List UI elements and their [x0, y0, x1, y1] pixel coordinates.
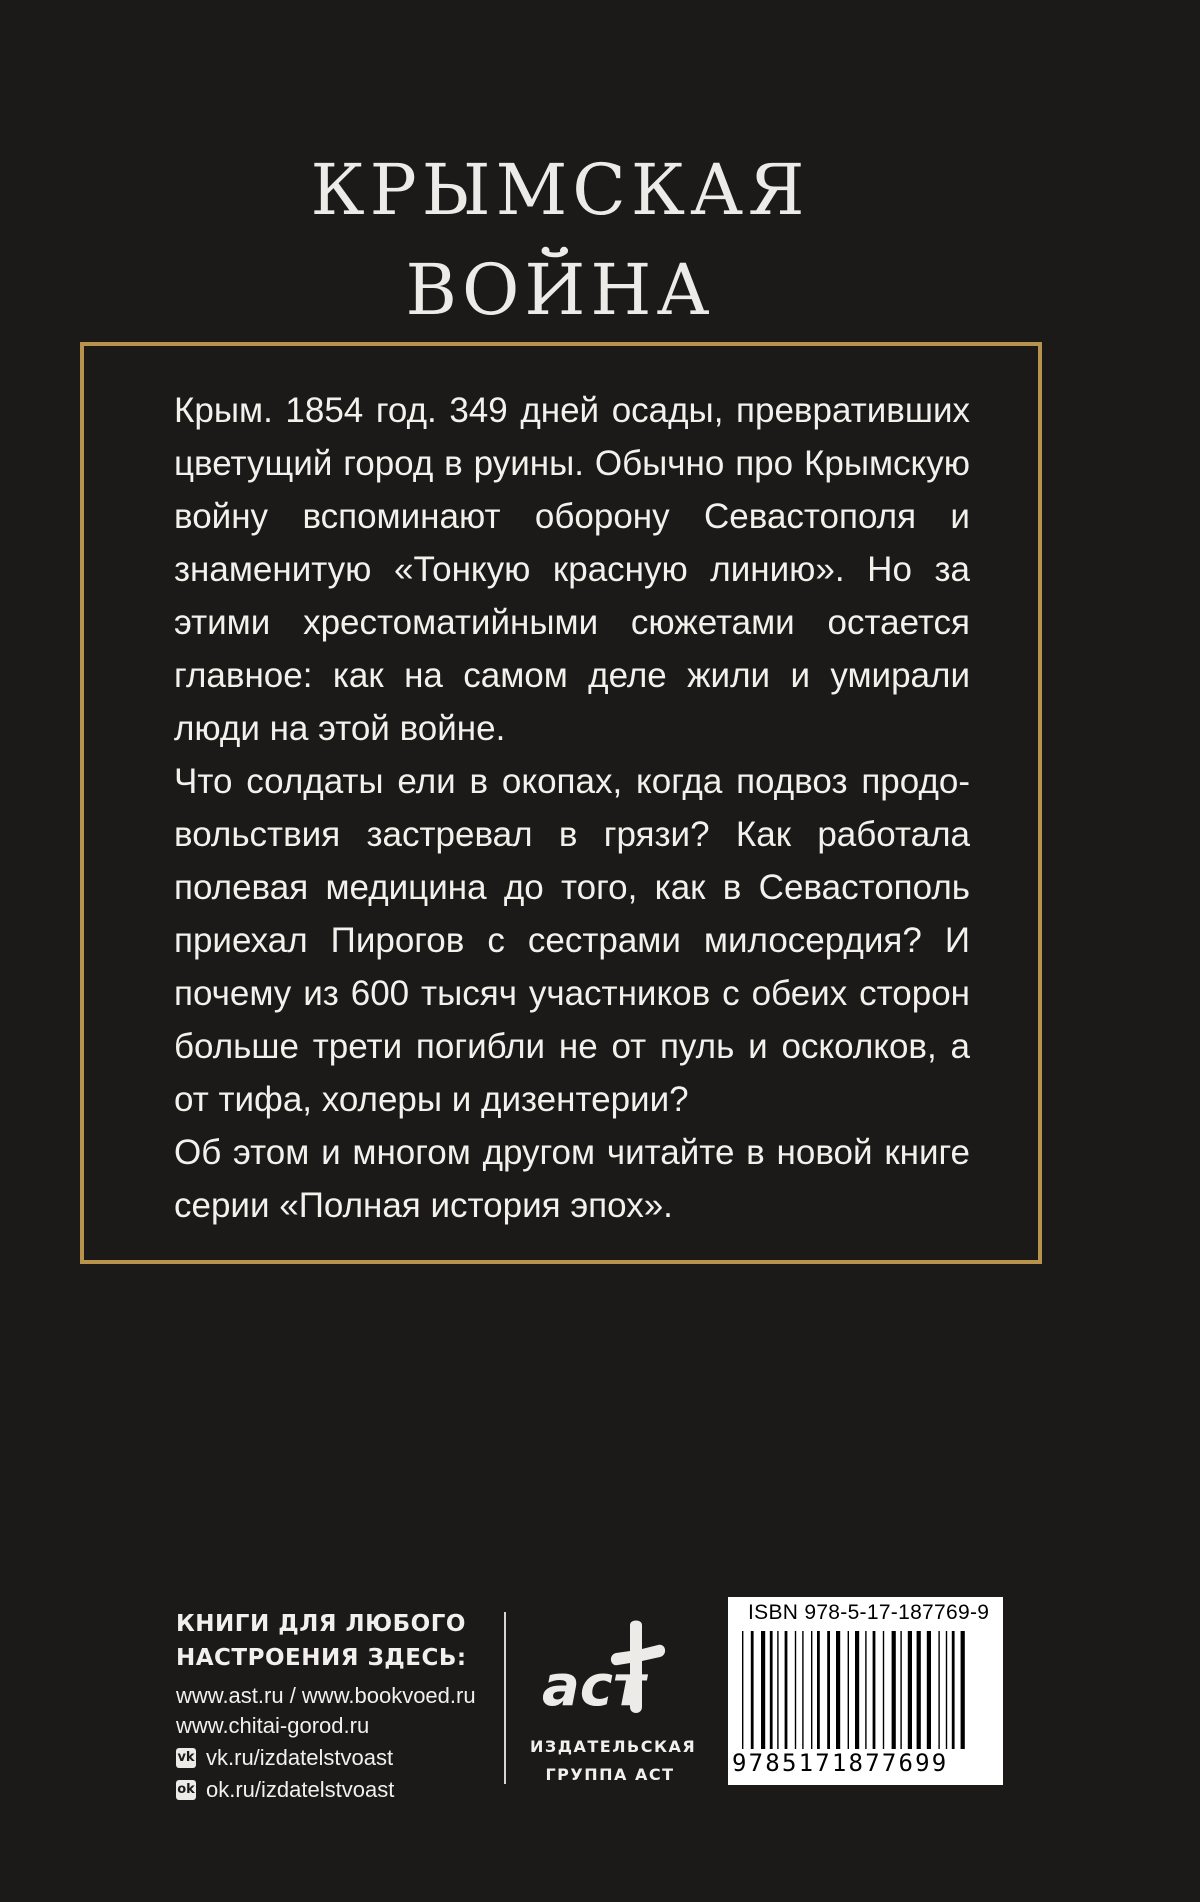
vk-link-row — [176, 1743, 496, 1773]
barcode-bar — [892, 1631, 896, 1749]
barcode-bar — [836, 1631, 840, 1749]
barcode-bar — [811, 1631, 812, 1749]
odnoklassniki-icon: ok — [176, 1780, 196, 1800]
blurb-text — [174, 384, 970, 1232]
divider — [504, 1612, 506, 1784]
title-line-1: КРЫМСКАЯ — [310, 149, 810, 231]
vk-link: vk.ru/izdatelstvoast — [206, 1745, 394, 1770]
store-links-1: www.ast.ru / www.bookvoed.ru — [176, 1683, 476, 1708]
barcode-bar — [827, 1631, 830, 1749]
publisher-logo — [530, 1615, 697, 1795]
vk-icon: vk — [176, 1748, 196, 1768]
barcode-bar — [802, 1631, 803, 1749]
store-heading: КНИГИ ДЛЯ ЛЮБОГО НАСТРОЕНИЯ ЗДЕСЬ: — [176, 1611, 467, 1671]
barcode-bar — [770, 1631, 773, 1749]
book-title — [0, 140, 1120, 340]
isbn-label: ISBN 978-5-17-187769-9 — [748, 1601, 990, 1624]
ast-logo-icon — [534, 1615, 686, 1727]
publisher-caption: ИЗДАТЕЛЬСКАЯ ГРУППА АСТ — [530, 1737, 697, 1784]
barcode-bar — [865, 1631, 866, 1749]
ok-link: ok.ru/izdatelstvoast — [206, 1777, 395, 1802]
barcode-bar — [883, 1631, 884, 1749]
store-links-2: www.chitai-gorod.ru — [176, 1713, 370, 1738]
barcode-bar — [751, 1631, 754, 1749]
ok-link-row — [176, 1775, 496, 1805]
barcode-bar — [777, 1631, 778, 1749]
barcode-bar — [795, 1631, 796, 1749]
isbn-barcode — [728, 1597, 1003, 1785]
blurb-paragraph: Об этом и многом другом читайте в новой книге серии «Полная история эпох». — [174, 1133, 970, 1225]
barcode-bar — [817, 1631, 820, 1749]
barcode-bars — [740, 1631, 991, 1751]
barcode-bar — [855, 1631, 859, 1749]
barcode-bar — [961, 1631, 965, 1749]
barcode-bar — [742, 1631, 743, 1749]
barcode-bar — [785, 1631, 788, 1749]
logo-letters: аст — [542, 1654, 646, 1719]
barcode-bar — [761, 1631, 765, 1749]
barcode-bar — [873, 1631, 876, 1749]
barcode-bar — [900, 1631, 901, 1749]
barcode-bar — [946, 1631, 947, 1749]
barcode-bar — [952, 1631, 955, 1749]
barcode-bar — [848, 1631, 849, 1749]
blurb-paragraph: Крым. 1854 год. 349 дней осады, превративших цветущий город в руины. Обычно про Крымскую войну вспоминают оборону Севастополя и знаменитую «Тонкую красную линию». Но за этими хрестоматийными сюжетами остается главное: как на самом деле жили и умирали люди на этой войне. — [174, 391, 970, 748]
title-line-2: ВОЙНА — [405, 249, 715, 331]
barcode-digits: 9785171877699 — [732, 1749, 949, 1777]
barcode-bar — [908, 1631, 912, 1749]
blurb-paragraph: Что солдаты ели в окопах, когда подвоз продовольствия застревал в грязи? Как работала полевая медицина до того, как в Севастополь приехал Пирогов с сестрами милосердия? И почему из 600 тысяч участников с обеих сторон больше трети погибли не от пуль и осколков, а от тифа, холеры и дизентерии? — [174, 762, 970, 1119]
barcode-bar — [938, 1631, 939, 1749]
store-info — [176, 1607, 496, 1805]
barcode-bar — [927, 1631, 931, 1749]
barcode-bar — [917, 1631, 921, 1749]
